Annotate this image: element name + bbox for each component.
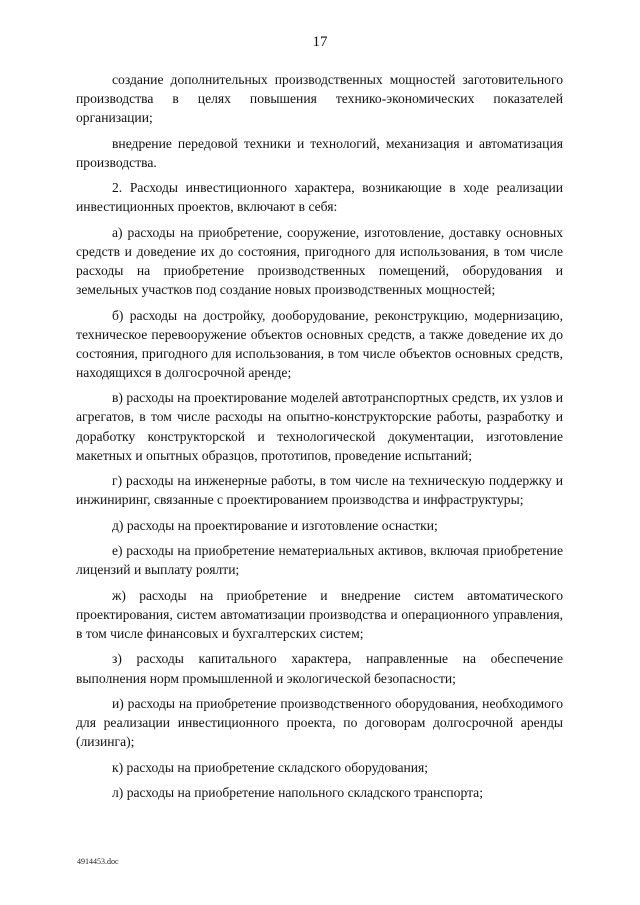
paragraph: з) расходы капитального характера, направленные на обеспечение выполнения норм промышленной и экологической безопасности;: [76, 651, 563, 686]
paragraph: а) расходы на приобретение, сооружение, изготовление, доставку основных средств и доведение их до состояния, пригодного для использования, в том числе расходы на приобретение производственных помещений, оборудования и земельных участков под создание новых производственных мощностей;: [76, 224, 563, 298]
paragraph: в) расходы на проектирование моделей автотранспортных средств, их узлов и агрегатов, в том числе расходы на опытно-конструкторские работы, разработку и доработку конструкторской и технологической документации, изготовление макетных и опытных образцов, прототипов, проведение испытаний;: [76, 390, 563, 463]
paragraph: 2. Расходы инвестиционного характера, возникающие в ходе реализации инвестиционных проектов, включают в себя:: [76, 180, 563, 215]
paragraph: создание дополнительных производственных мощностей заготовительного производства в целях повышения технико-экономических показателей организации;: [76, 72, 563, 126]
page-number: 17: [312, 34, 328, 50]
paragraph: д) расходы на проектирование и изготовление оснастки;: [112, 517, 438, 533]
paragraph: внедрение передовой техники и технологий, механизация и автоматизация производства.: [76, 135, 563, 170]
file-reference: 4914453.doc: [77, 857, 119, 866]
paragraph: л) расходы на приобретение напольного складского транспорта;: [112, 785, 483, 801]
paragraph: ж) расходы на приобретение и внедрение систем автоматического проектирования, систем автоматизации производства и операционного управления, в том числе финансовых и бухгалтерских систем;: [76, 587, 563, 641]
paragraph: к) расходы на приобретение складского оборудования;: [112, 759, 429, 775]
paragraph: б) расходы на достройку, дооборудование, реконструкцию, модернизацию, техническое перевооружение объектов основных средств, а также доведение их до состояния, пригодного для использования, в том числе объектов основных средств, находящихся в долгосрочной аренде;: [76, 307, 563, 380]
paragraph: е) расходы на приобретение нематериальных активов, включая приобретение лицензий и выплату роялти;: [76, 543, 563, 578]
paragraph: г) расходы на инженерные работы, в том числе на техническую поддержку и инжиниринг, связанные с проектированием производства и инфраструктуры;: [76, 473, 563, 508]
paragraph: и) расходы на приобретение производственного оборудования, необходимого для реализации инвестиционного проекта, по договорам долгосрочной аренды (лизинга);: [76, 696, 563, 750]
document-body: [76, 70, 563, 809]
